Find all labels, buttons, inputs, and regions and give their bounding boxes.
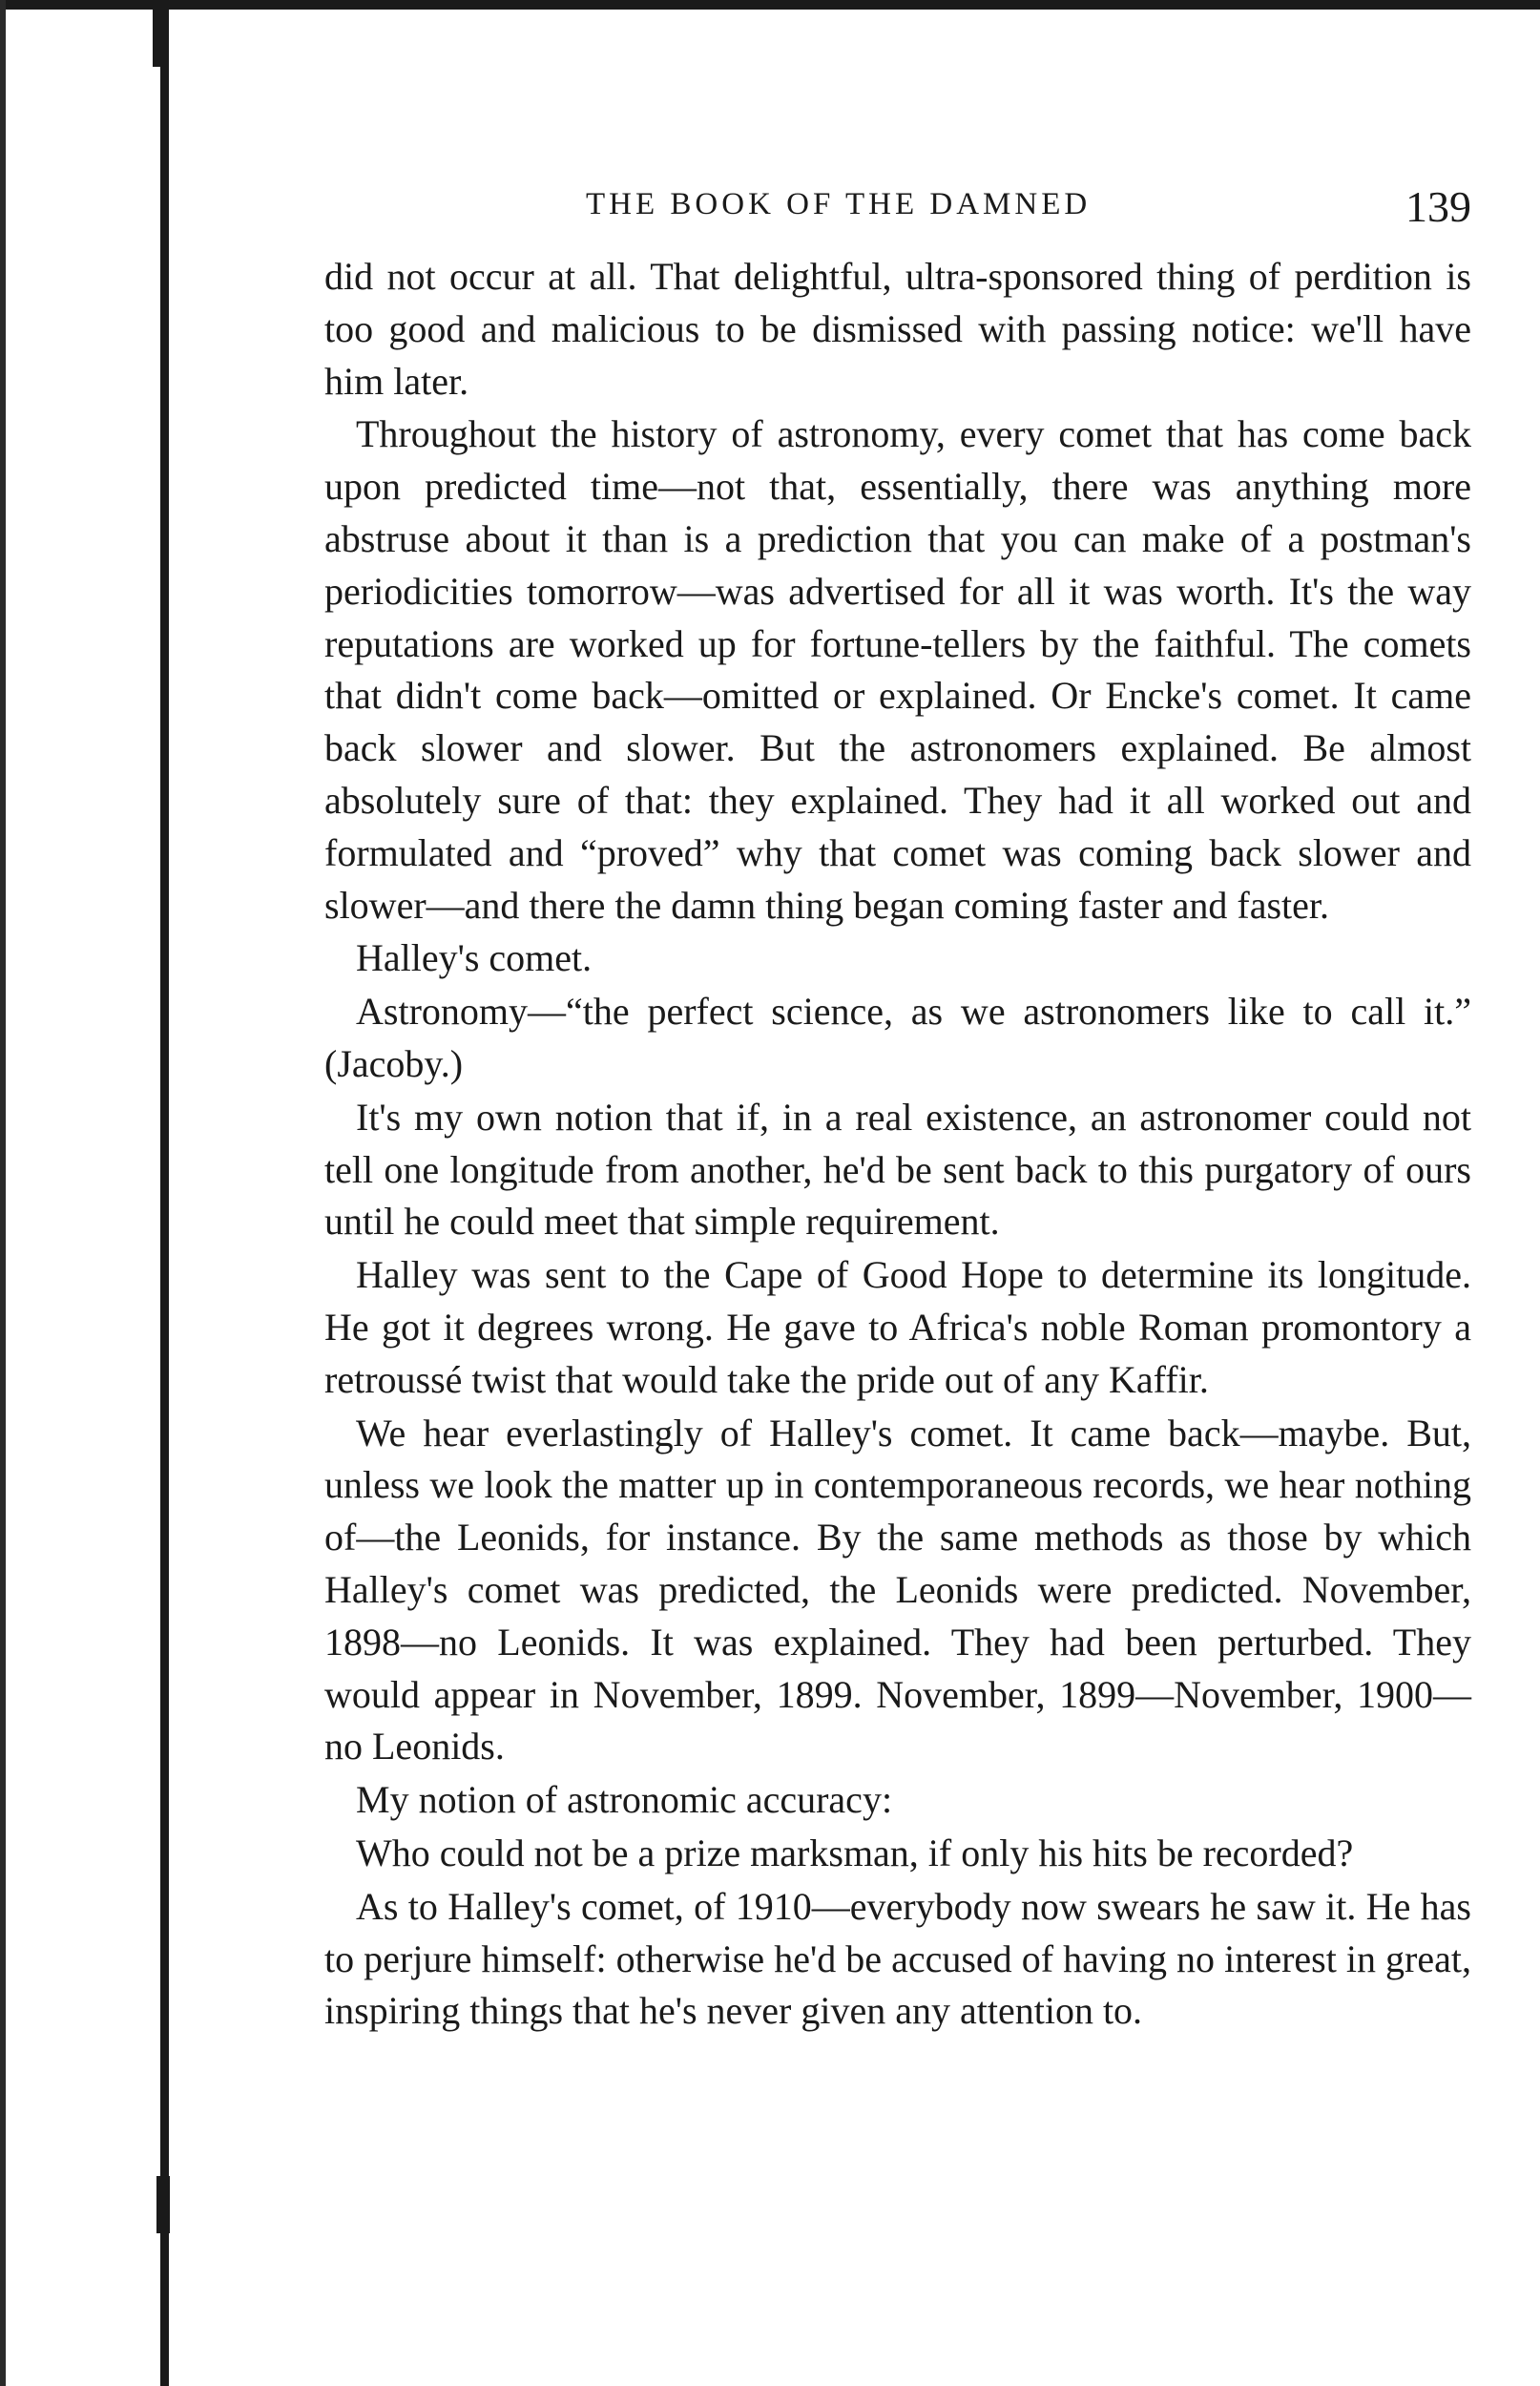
paragraph: Halley's comet.	[356, 936, 593, 980]
paragraph: Who could not be a prize marksman, if only his hits be recorded?	[356, 1831, 1354, 1874]
scan-edge-left	[0, 0, 6, 2386]
paragraph: My notion of astronomic accuracy:	[356, 1778, 893, 1822]
page-header	[586, 181, 1471, 239]
binding-gutter-line	[160, 10, 169, 2386]
paragraph: As to Halley's comet, of 1910—everybody now swears he saw it. He has to perjure himself: otherwise he'd be accused of having no interest in great, inspiring things that he's never given any attention to.	[324, 1884, 1471, 2033]
scan-edge-top	[0, 0, 1540, 10]
binding-gutter-notch-bottom	[156, 2176, 170, 2233]
paragraph: We hear everlastingly of Halley's comet. It came back—maybe. But, unless we look the matter up in contemporaneous records, we hear nothing of—the Leonids, for instance. By the same methods as those by which Halley's comet was predicted, the Leonids were predicted. November, 1898—no Leonids. It was explained. They had been perturbed. They would appear in November, 1899. November, 1899—November, 1900—no Leonids.	[324, 1411, 1471, 1769]
page-number: 139	[1405, 182, 1471, 231]
paragraph: Halley was sent to the Cape of Good Hope to determine its longitude. He got it degrees wrong. He gave to Africa's noble Roman promontory a retroussé twist that would take the pride out of any Kaffir.	[324, 1253, 1471, 1401]
paragraph: Throughout the history of astronomy, every comet that has come back upon predicted time—not that, essentially, there was anything more abstruse about it than is a prediction that you can make of a postman's periodicities tomorrow—was advertised for all it was worth. It's the way reputations are worked up for fortune-tellers by the faithful. The comets that didn't come back—omitted or explained. Or Encke's comet. It came back slower and slower. But the astronomers explained. Be almost absolutely sure of that: they explained. They had it all worked out and formulated and “proved” why that comet was coming back slower and slower—and there the damn thing began coming faster and faster.	[324, 412, 1471, 927]
binding-gutter-notch-top	[153, 10, 168, 67]
body-text	[324, 251, 1471, 2039]
paragraph: It's my own notion that if, in a real existence, an astronomer could not tell one longitude from another, he'd be sent back to this purgatory of ours until he could meet that simple requirement.	[324, 1095, 1471, 1244]
paragraph: did not occur at all. That delightful, ultra-sponsored thing of perdition is too good and malicious to be dismissed with passing notice: we'll have him later.	[324, 255, 1471, 403]
running-head: THE BOOK OF THE DAMNED	[586, 187, 1092, 221]
paragraph: Astronomy—“the perfect science, as we astronomers like to call it.” (Jacoby.)	[324, 990, 1471, 1085]
